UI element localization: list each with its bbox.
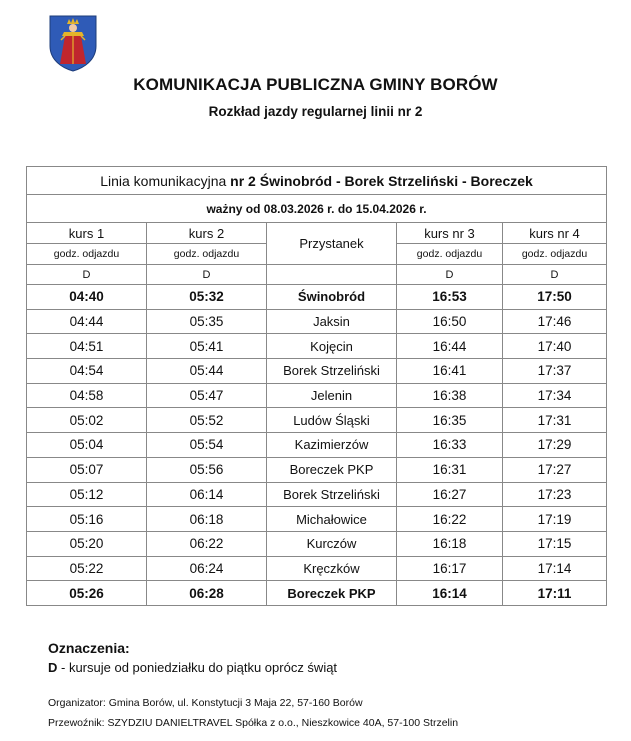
- kurs-1-time: 05:04: [27, 433, 147, 458]
- legend-heading: Oznaczenia:: [48, 640, 130, 656]
- kurs-3-time: 16:50: [397, 309, 503, 334]
- kurs-3-time: 16:41: [397, 359, 503, 384]
- legend-code: D: [48, 660, 58, 675]
- line-title-cell: [27, 167, 607, 195]
- table-row: [27, 507, 607, 532]
- kurs-4-time: 17:46: [503, 309, 607, 334]
- kurs-2-time: 06:14: [147, 482, 267, 507]
- stop-name: Świnobród: [267, 285, 397, 310]
- legend-entry: [48, 660, 337, 675]
- column-header-kurs-3: kurs nr 3: [397, 223, 503, 244]
- column-code-przystanek: [267, 265, 397, 285]
- coat-of-arms-logo: [48, 14, 98, 72]
- kurs-1-time: 04:44: [27, 309, 147, 334]
- column-code-kurs-3: D: [397, 265, 503, 285]
- column-subheader-kurs-4: godz. odjazdu: [503, 244, 607, 265]
- stop-name: Ludów Śląski: [267, 408, 397, 433]
- table-row: [27, 359, 607, 384]
- kurs-3-time: 16:35: [397, 408, 503, 433]
- kurs-3-time: 16:22: [397, 507, 503, 532]
- kurs-3-time: 16:18: [397, 531, 503, 556]
- column-code-kurs-2: D: [147, 265, 267, 285]
- column-header-kurs-1: kurs 1: [27, 223, 147, 244]
- kurs-1-time: 05:12: [27, 482, 147, 507]
- kurs-3-time: 16:17: [397, 556, 503, 581]
- table-row: [27, 285, 607, 310]
- column-code-kurs-1: D: [27, 265, 147, 285]
- column-header-przystanek: Przystanek: [267, 223, 397, 265]
- stop-name: Borek Strzeliński: [267, 359, 397, 384]
- kurs-4-time: 17:34: [503, 383, 607, 408]
- table-row: [27, 531, 607, 556]
- kurs-3-time: 16:27: [397, 482, 503, 507]
- kurs-2-time: 05:44: [147, 359, 267, 384]
- table-row: [27, 334, 607, 359]
- kurs-4-time: 17:27: [503, 457, 607, 482]
- footer-carrier: Przewoźnik: SZYDZIU DANIELTRAVEL Spółka z o.o., Nieszkowice 40A, 57-100 Strzelin: [48, 717, 459, 729]
- kurs-2-time: 05:41: [147, 334, 267, 359]
- column-header-kurs-4: kurs nr 4: [503, 223, 607, 244]
- kurs-1-time: 05:02: [27, 408, 147, 433]
- page-title: KOMUNIKACJA PUBLICZNA GMINY BORÓW: [133, 75, 498, 94]
- kurs-2-time: 05:54: [147, 433, 267, 458]
- kurs-2-time: 06:24: [147, 556, 267, 581]
- kurs-2-time: 06:28: [147, 581, 267, 606]
- page-subtitle: Rozkład jazdy regularnej linii nr 2: [208, 104, 423, 119]
- validity-period: ważny od 08.03.2026 r. do 15.04.2026 r.: [27, 195, 607, 223]
- kurs-3-time: 16:31: [397, 457, 503, 482]
- kurs-4-time: 17:19: [503, 507, 607, 532]
- kurs-2-time: 06:22: [147, 531, 267, 556]
- kurs-4-time: 17:11: [503, 581, 607, 606]
- stop-name: Jaksin: [267, 309, 397, 334]
- kurs-2-time: 05:32: [147, 285, 267, 310]
- table-row: [27, 556, 607, 581]
- kurs-4-time: 17:31: [503, 408, 607, 433]
- stop-name: Boreczek PKP: [267, 457, 397, 482]
- kurs-2-time: 06:18: [147, 507, 267, 532]
- kurs-2-time: 05:47: [147, 383, 267, 408]
- stop-rows: [27, 285, 607, 606]
- kurs-1-time: 05:07: [27, 457, 147, 482]
- kurs-1-time: 05:16: [27, 507, 147, 532]
- line-prefix: Linia komunikacyjna: [100, 172, 231, 189]
- table-row: [27, 581, 607, 606]
- timetable: [26, 166, 607, 606]
- kurs-4-time: 17:40: [503, 334, 607, 359]
- table-row: [27, 383, 607, 408]
- line-name: nr 2 Świnobród - Borek Strzeliński - Boreczek: [230, 172, 533, 189]
- kurs-1-time: 05:20: [27, 531, 147, 556]
- column-code-kurs-4: D: [503, 265, 607, 285]
- column-header-kurs-2: kurs 2: [147, 223, 267, 244]
- kurs-3-time: 16:14: [397, 581, 503, 606]
- kurs-4-time: 17:37: [503, 359, 607, 384]
- kurs-1-time: 04:54: [27, 359, 147, 384]
- stop-name: Boreczek PKP: [267, 581, 397, 606]
- stop-name: Kazimierzów: [267, 433, 397, 458]
- kurs-3-time: 16:44: [397, 334, 503, 359]
- footer-organizer: Organizator: Gmina Borów, ul. Konstytucji 3 Maja 22, 57-160 Borów: [48, 697, 363, 709]
- kurs-2-time: 05:35: [147, 309, 267, 334]
- kurs-4-time: 17:29: [503, 433, 607, 458]
- column-subheader-kurs-3: godz. odjazdu: [397, 244, 503, 265]
- column-subheader-kurs-2: godz. odjazdu: [147, 244, 267, 265]
- table-row: [27, 482, 607, 507]
- table-row: [27, 309, 607, 334]
- kurs-3-time: 16:33: [397, 433, 503, 458]
- table-row: [27, 457, 607, 482]
- kurs-1-time: 04:58: [27, 383, 147, 408]
- kurs-1-time: 04:51: [27, 334, 147, 359]
- kurs-3-time: 16:38: [397, 383, 503, 408]
- table-row: [27, 408, 607, 433]
- kurs-4-time: 17:50: [503, 285, 607, 310]
- stop-name: Jelenin: [267, 383, 397, 408]
- kurs-3-time: 16:53: [397, 285, 503, 310]
- stop-name: Borek Strzeliński: [267, 482, 397, 507]
- stop-name: Kręczków: [267, 556, 397, 581]
- kurs-4-time: 17:23: [503, 482, 607, 507]
- kurs-1-time: 05:22: [27, 556, 147, 581]
- kurs-4-time: 17:14: [503, 556, 607, 581]
- kurs-1-time: 05:26: [27, 581, 147, 606]
- stop-name: Kurczów: [267, 531, 397, 556]
- kurs-2-time: 05:52: [147, 408, 267, 433]
- stop-name: Michałowice: [267, 507, 397, 532]
- kurs-2-time: 05:56: [147, 457, 267, 482]
- legend-description: - kursuje od poniedziałku do piątku oprócz świąt: [57, 660, 338, 675]
- stop-name: Kojęcin: [267, 334, 397, 359]
- kurs-4-time: 17:15: [503, 531, 607, 556]
- column-subheader-kurs-1: godz. odjazdu: [27, 244, 147, 265]
- kurs-1-time: 04:40: [27, 285, 147, 310]
- table-row: [27, 433, 607, 458]
